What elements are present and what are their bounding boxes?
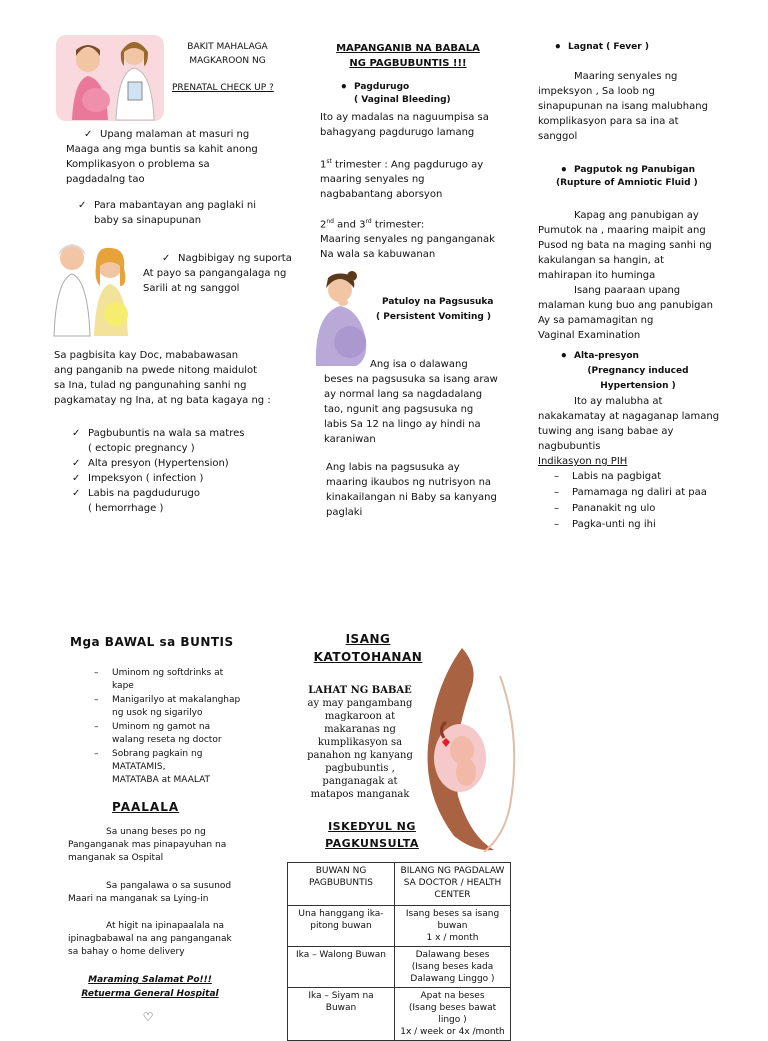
fever-heading: • Lagnat ( Fever ) [550,40,730,55]
paragraph-line: Sa pagbisita kay Doc, mababawasan [54,350,239,361]
risk-item: ✓ Labis na pagdudurugo ( hemorrhage ) [72,486,292,516]
fever-desc-line: sanggol [538,131,578,142]
vomiting-desc-line: tao, ngunit ang pagsusuka ng [324,404,474,415]
prohibited-item: – Sobrang pagkain ng MATATAMIS, MATATABA at MAALAT [94,748,264,787]
check-item-text: At payo sa pangangalaga ng [143,268,287,279]
hypertension-desc-line: nakakamatay at nagaganap lamang [538,411,720,422]
fetus-womb-illustration-icon [414,646,524,854]
fact-lead: LAHAT NG BABAE [308,685,412,696]
reminder-line: ipinagbabawal na ang panganganak [68,934,232,944]
risk-item: ✓ Alta presyon (Hypertension) [72,456,292,471]
table-cell: Apat na beses (Isang beses bawat lingo ) 1x / week or 4x /month [395,988,511,1041]
heart-icon: ♡ [142,1010,154,1024]
risk-item: ✓ Pagbubuntis na wala sa matres ( ectopic pregnancy ) [72,426,292,456]
vomiting-desc-line: karaniwan [324,434,376,445]
thanks-text: Maraming Salamat Po!!! [88,975,212,985]
check-item: ✓ Upang malaman at masuri ng [84,127,304,142]
hypertension-desc-line: Ito ay malubha at [574,396,663,407]
table-row [288,988,511,1041]
schedule-title: ISKEDYUL NG PAGKUNSULTA [325,820,419,850]
fact-line: magkaroon at [324,711,396,722]
bleeding-subheading: ( Vaginal Bleeding) [354,95,451,105]
check-item-text: Sarili at ng sanggol [143,283,240,294]
nauseous-pregnant-woman-icon [310,270,370,370]
vomiting-desc-line: ay normal lang sa nagdadalang [324,389,483,400]
hypertension-subheading: (Pregnancy induced Hypertension ) [587,366,689,391]
fact-line: matapos manganak [310,789,410,800]
vomiting-desc-line: paglaki [326,507,363,518]
col1-title-line: BAKIT MAHALAGA [187,42,268,52]
pih-title: Indikasyon ng PIH [538,456,628,467]
paragraph-line: ang panganib na pwede nitong maidulot [54,365,258,376]
prenatal-illustration-icon [56,30,166,124]
rupture-desc-line: Pumutok na , maaring maipit ang [538,225,706,236]
prenatal-checkup-title: PRENATAL CHECK UP ? [172,83,274,93]
fact-line: panahon ng kanyang [307,750,413,761]
fever-desc-line: impeksyon , Sa loob ng [538,86,655,97]
fact-title: ISANG KATOTOHANAN [313,632,423,664]
fact-line: makaranas ng [324,724,396,735]
rupture-desc-line: Vaginal Examination [538,330,641,341]
rupture-desc-line: Isang paaraan upang [574,285,681,296]
hypertension-desc-line: nagbubuntis [538,441,601,452]
prohibited-item: – Manigarilyo at makalanghap ng usok ng sigarilyo [94,694,264,720]
table-row [288,906,511,947]
check-item: ✓ Nagbibigay ng suporta [162,251,302,266]
table-header: BUWAN NG PAGBUBUNTIS [288,863,395,906]
rupture-desc-line: Ay sa pamamagitan ng [538,315,654,326]
reminder-line: Maari na manganak sa Lying-in [68,894,209,904]
fever-desc-line: komplikasyon para sa ina at [538,116,679,127]
check-item: ✓ Para mabantayan ang paglaki ni [78,198,298,213]
pih-item: – Labis na pagbigat [554,469,744,484]
vomiting-heading: Patuloy na Pagsusuka [382,297,494,307]
reminder-line: Sa pangalawa o sa susunod [106,881,232,891]
reminder-line: Sa unang beses po ng [106,827,206,837]
reminder-line: Panganganak mas pinapayuhan na [68,840,227,850]
table-cell: Ika – Walong Buwan [288,947,395,988]
schedule-table [287,862,511,1041]
prohibited-title: Mga BAWAL sa BUNTIS [70,635,234,649]
vomiting-desc-line: beses na pagsusuka sa isang araw [324,374,498,385]
rupture-desc-line: Pusod ng bata na maging sanhi ng [538,240,712,251]
bleeding-desc-line: Ito ay madalas na naguumpisa sa [320,112,489,123]
hypertension-heading: • Alta-presyon [556,349,746,364]
fact-line: kumplikasyon sa [317,737,403,748]
check-item-text: pagdadalng tao [66,174,145,185]
vomiting-desc-line: Ang isa o dalawang [370,359,468,370]
col1-title-line: MAGKAROON NG [189,56,266,66]
elder-pregnant-illustration-icon [48,236,136,340]
fact-line: ay may pangambang [307,698,413,709]
check-item-text: baby sa sinapupunan [94,215,202,226]
reminder-title: PAALALA [112,800,180,814]
check-item-text: Maaga ang mga buntis sa kahit anong [66,144,258,155]
vomiting-desc-line: maaring ikaubos ng nutrisyon na [326,477,492,488]
prohibited-item: – Uminom ng softdrinks at kape [94,667,264,693]
fever-desc-line: Maaring senyales ng [574,71,678,82]
check-item-text: Komplikasyon o problema sa [66,159,210,170]
rupture-desc-line: kakulangan sa hangin, at [538,255,664,266]
warning-title: MAPANGANIB NA BABALA NG PAGBUBUNTIS !!! [336,43,480,69]
fact-line: panganagak at [322,776,398,787]
vomiting-desc-line: Ang labis na pagsusuka ay [326,462,460,473]
hospital-name: Retuerma General Hospital [81,989,219,999]
pih-item: – Pagka-unti ng ihi [554,517,744,532]
table-cell: Una hanggang ika- pitong buwan [288,906,395,947]
vomiting-desc-line: kinakailangan ni Baby sa kanyang [326,492,497,503]
table-header-row [288,863,511,906]
table-cell: Dalawang beses (Isang beses kada Dalawang Linggo ) [395,947,511,988]
rupture-desc-line: mahirapan ito huminga [538,270,656,281]
table-cell: Ika – Siyam na Buwan [288,988,395,1041]
rupture-heading: • Pagputok ng Panubigan [556,163,746,178]
trimester-line: Na wala sa kabuwanan [320,249,436,261]
trimester-line: maaring senyales ng [320,174,425,186]
bleeding-heading: • Pagdurugo [336,80,496,95]
prohibited-item: – Uminom ng gamot na walang reseta ng doctor [94,721,264,747]
table-row [288,947,511,988]
trimester-line: nagbabantang aborsyon [320,189,443,201]
trimester-line: 2nd and 3rd trimester: [320,218,425,231]
paragraph-line: pagkamatay ng Ina, at ng bata kagaya ng : [54,395,271,406]
fever-desc-line: sinapupunan na isang malubhang [538,101,708,112]
pih-item: – Pamamaga ng daliri at paa [554,485,744,500]
reminder-line: sa bahay o home delivery [68,947,185,957]
bleeding-desc-line: bahagyang pagdurugo lamang [320,127,475,138]
rupture-desc-line: malaman kung buo ang panubigan [538,300,713,311]
trimester-line: 1st trimester : Ang pagdurugo ay [320,158,484,171]
table-cell: Isang beses sa isang buwan 1 x / month [395,906,511,947]
rupture-subheading: (Rupture of Amniotic Fluid ) [556,178,698,188]
risk-item: ✓ Impeksyon ( infection ) [72,471,292,486]
reminder-line: manganak sa Ospital [68,853,164,863]
vomiting-subheading: ( Persistent Vomiting ) [376,312,492,322]
vomiting-desc-line: labis Sa 12 na lingo ay hindi na [324,419,481,430]
table-header: BILANG NG PAGDALAW SA DOCTOR / HEALTH CENTER [395,863,511,906]
reminder-line: At higit na ipinapaalala na [106,921,225,931]
rupture-desc-line: Kapag ang panubigan ay [574,210,699,221]
paragraph-line: sa Ina, tulad ng pangunahing sanhi ng [54,380,247,391]
trimester-line: Maaring senyales ng panganganak [320,234,495,246]
hypertension-desc-line: tuwing ang isang babae ay [538,426,674,437]
fact-line: pagbubuntis , [325,763,395,774]
pih-item: – Pananakit ng ulo [554,501,744,516]
